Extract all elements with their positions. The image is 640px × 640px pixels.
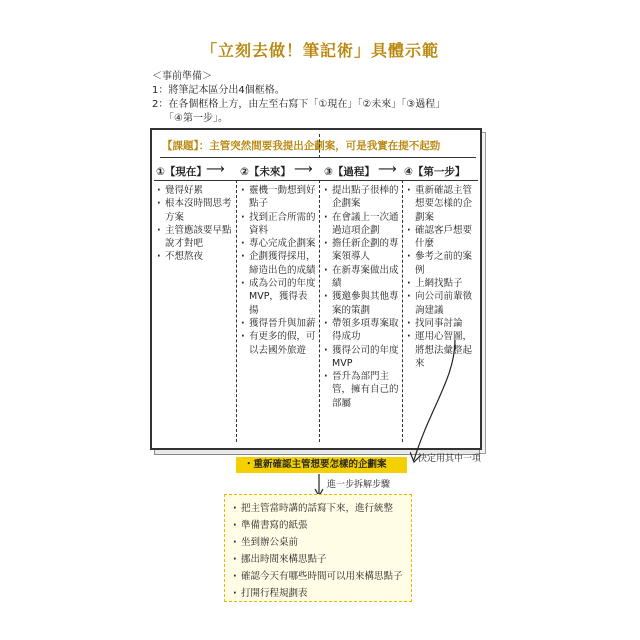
list-item: · 重新確認主管想要怎樣的企劃案 (406, 184, 478, 224)
list-item: · 挪出時間來構思點子 (231, 551, 405, 568)
list-item: · 打開行程規劃表 (231, 585, 405, 602)
preparation-line-3: 「④第一步」。 (164, 113, 228, 124)
list-item: · 在會議上一次通過這項企劃 (323, 211, 399, 238)
column-header-future: ②【未來】 (240, 166, 291, 178)
arrow-right-icon: ⟶ (206, 162, 225, 177)
column-divider (319, 180, 320, 442)
list-item: · 確認客戶想要什麼 (406, 224, 478, 251)
list-item: · 主管應該要早點說才對吧 (156, 224, 234, 251)
column-divider (402, 180, 403, 442)
list-item: · 專心完成企劃案 (240, 237, 316, 250)
list-item: · 根本沒時間思考方案 (156, 197, 234, 224)
list-item: · 不想熬夜 (156, 250, 234, 263)
list-item: · 擔任新企劃的專案領導人 (323, 237, 399, 264)
chosen-first-step: ・重新確認主管想要怎樣的企劃案 (236, 457, 407, 473)
list-item: · 靈機一動想到好點子 (240, 184, 316, 211)
list-item: · 準備書寫的紙張 (231, 517, 405, 534)
arrow-right-icon: ⟶ (378, 162, 397, 177)
column-header-first-step: ④【第一步】 (404, 166, 466, 178)
list-item: · 向公司前輩徵詢建議 (406, 290, 478, 317)
notebook-center-fold (319, 134, 320, 158)
column-future-list (240, 184, 316, 357)
curved-arrow-icon (410, 338, 470, 468)
next-step-label: 進一步拆解步驟 (327, 480, 391, 490)
list-item: · 獲邀參與其他專案的策劃 (323, 290, 399, 317)
list-item: · 在新專案做出成績 (323, 264, 399, 291)
list-item: · 獲得公司的年度MVP (323, 344, 399, 371)
preparation-line-1: 1：將筆記本區分出4個框格。 (152, 85, 285, 96)
list-item: · 覺得好累 (156, 184, 234, 197)
column-now-list (156, 184, 234, 264)
list-item: · 坐到辦公桌前 (231, 534, 405, 551)
column-process-list (323, 184, 399, 410)
decision-label: 決定用其中一項 (418, 454, 482, 464)
column-header-now: ①【現在】 (156, 166, 207, 178)
list-item: · 運用心智圖，將想法彙整起來 (406, 330, 478, 370)
page-title: 「立刻去做！筆記術」具體示範 (200, 41, 439, 60)
list-item: · 成為公司的年度MVP，獲得表揚 (240, 277, 316, 317)
list-item: · 企劃獲得採用，締造出色的成績 (240, 250, 316, 277)
arrow-right-icon: ⟶ (294, 162, 313, 177)
action-steps-box (224, 494, 412, 602)
list-item: · 晉升為部門主管，擁有自己的部屬 (323, 370, 399, 410)
list-item: · 獲得晉升與加薪 (240, 317, 316, 330)
preparation-line-2: 2：在各個框格上方，由左至右寫下「①現在」「②未來」「③過程」 (152, 99, 446, 110)
column-divider (236, 180, 237, 442)
list-item: · 參考之前的案例 (406, 250, 478, 277)
list-item: · 有更多的假，可以去國外旅遊 (240, 330, 316, 357)
list-item: · 提出點子很棒的企劃案 (323, 184, 399, 211)
list-item: · 上網找點子 (406, 277, 478, 290)
preparation-heading: ＜事前準備＞ (152, 71, 212, 82)
list-item: · 把主管當時講的話寫下來，進行統整 (231, 500, 405, 517)
topic-heading: 【課題】：主管突然間要我提出企劃案，可是我實在提不起勁 (160, 138, 476, 158)
list-item: · 帶領多項專案取得成功 (323, 317, 399, 344)
list-item: · 找同事討論 (406, 317, 478, 330)
list-item: · 找到正合所需的資料 (240, 211, 316, 238)
list-item: · 確認今天有哪些時間可以用來構思點子 (231, 568, 405, 585)
header-underline (154, 180, 478, 181)
column-header-process: ③【過程】 (324, 166, 375, 178)
preparation-notes (152, 70, 445, 126)
